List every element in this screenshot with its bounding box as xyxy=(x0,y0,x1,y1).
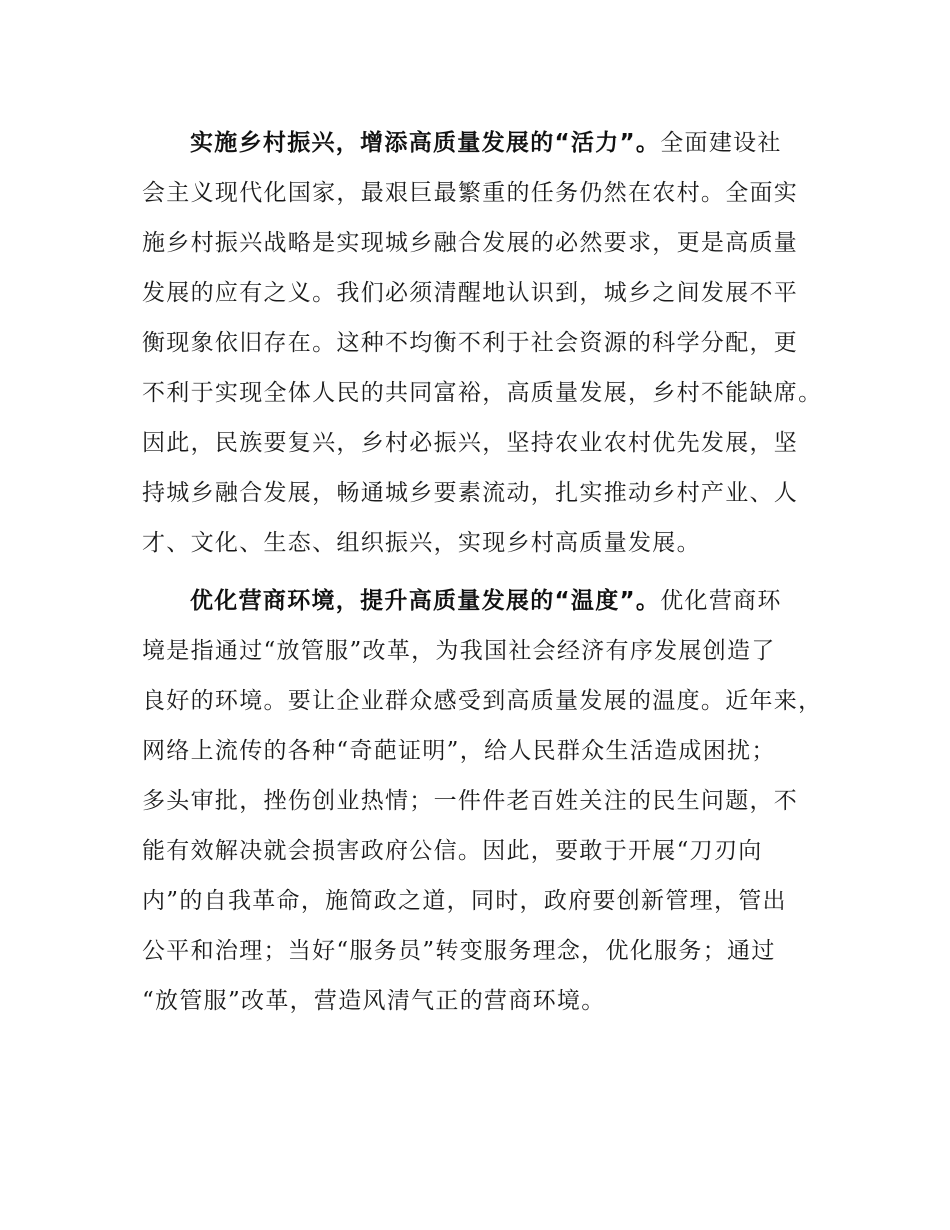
paragraph-1-heading: 实施乡村振兴，增添高质量发展的“活力”。 xyxy=(190,130,661,156)
paragraph-2-line-1 xyxy=(190,581,782,621)
paragraph-1-line-4: 发展的应有之义。我们必须清醒地认识到，城乡之间发展不平 xyxy=(142,280,799,306)
paragraph-2-line-5: 多头审批，挫伤创业热情；一件件老百姓关注的民生问题，不 xyxy=(142,788,799,814)
paragraph-1-text: 全面建设社 xyxy=(660,130,782,156)
paragraph-2-text: 优化营商环 xyxy=(660,588,782,614)
paragraph-1-line-7: 因此，民族要复兴，乡村必振兴，坚持农业农村优先发展，坚 xyxy=(142,430,799,456)
paragraph-2-line-6: 能有效解决就会损害政府公信。因此，要敢于开展“刀刃向 xyxy=(142,838,763,864)
paragraph-1-line-2: 会主义现代化国家，最艰巨最繁重的任务仍然在农村。全面实 xyxy=(142,180,799,206)
paragraph-2-line-7: 内”的自我革命，施简政之道，同时，政府要创新管理，管出 xyxy=(142,888,787,914)
paragraph-1-line-3: 施乡村振兴战略是实现城乡融合发展的必然要求，更是高质量 xyxy=(142,230,799,256)
paragraph-2-line-4: 网络上流传的各种“奇葩证明”，给人民群众生活造成困扰； xyxy=(142,738,776,764)
paragraph-2-line-2: 境是指通过“放管服”改革，为我国社会经济有序发展创造了 xyxy=(142,638,776,664)
paragraph-2-line-8: 公平和治理；当好“服务员”转变服务理念，优化服务；通过 xyxy=(142,938,776,964)
paragraph-1-line-8: 持城乡融合发展，畅通城乡要素流动，扎实推动乡村产业、人 xyxy=(142,480,799,506)
paragraph-2-line-9: “放管服”改革，营造风清气正的营商环境。 xyxy=(142,988,606,1014)
paragraph-1-line-5: 衡现象依旧存在。这种不均衡不利于社会资源的科学分配，更 xyxy=(142,330,799,356)
paragraph-1-line-6: 不利于实现全体人民的共同富裕，高质量发展，乡村不能缺席。 xyxy=(142,380,823,406)
paragraph-1-line-1 xyxy=(190,123,782,163)
paragraph-1-line-9: 才、文化、生态、组织振兴，实现乡村高质量发展。 xyxy=(142,530,701,556)
paragraph-2-line-3: 良好的环境。要让企业群众感受到高质量发展的温度。近年来， xyxy=(142,688,823,714)
paragraph-2-heading: 优化营商环境，提升高质量发展的“温度”。 xyxy=(190,588,661,614)
